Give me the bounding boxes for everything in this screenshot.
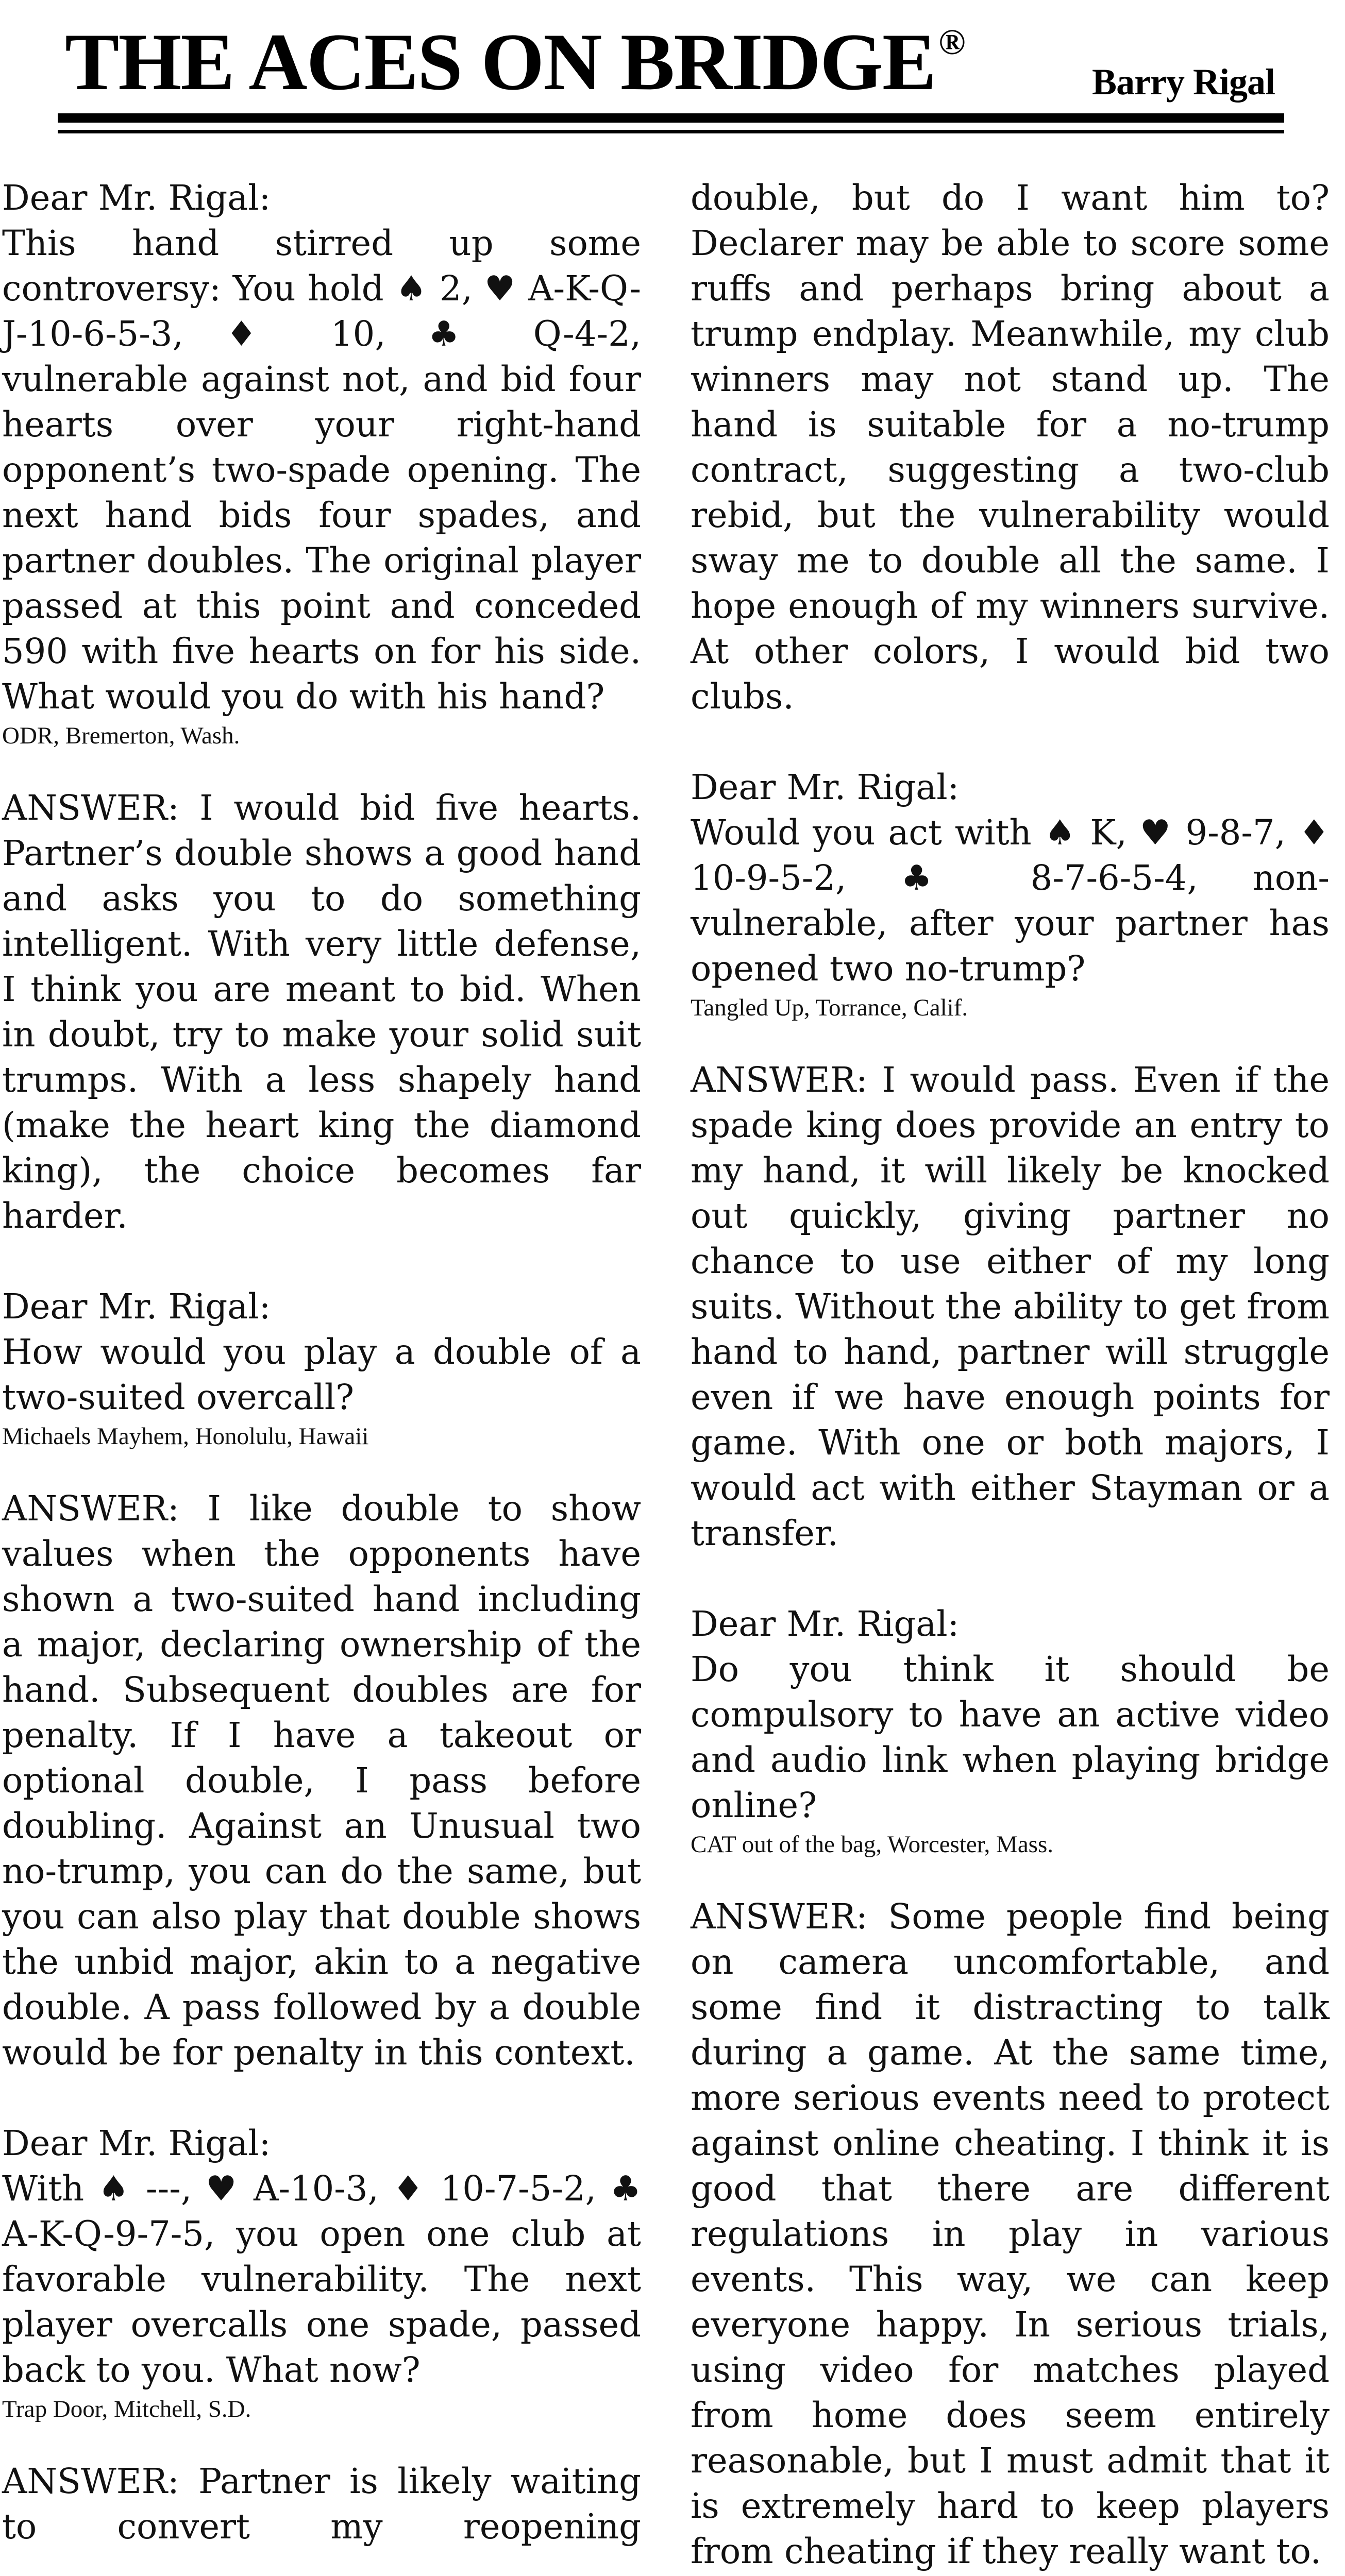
answer-text: ANSWER: I would bid five hearts. Partner’s double shows a good hand and asks you to do something intelligent. With very little defense, I think you are meant to bid. When in doubt, try to make your solid suit trumps. With a less shapely hand (make the heart king the diamond king), the choice becomes far harder. bbox=[2, 788, 641, 1236]
letter-body: With ♠ ---, ♥ A-10-3, ♦ 10-7-5-2, ♣ A-K-Q-9-7-5, you open one club at favorable vulnerability. The next player overcalls one spade, passed back to you. What now? bbox=[2, 2168, 641, 2390]
column-title-text: THE ACES ON BRIDGE bbox=[65, 17, 936, 107]
letter-body: How would you play a double of a two-suited overcall? bbox=[2, 1332, 641, 1417]
letter-body: Do you think it should be compulsory to have an active video and audio link when playing bridge online? bbox=[691, 1649, 1330, 1825]
answer-text: ANSWER: Some people find being on camera uncomfortable, and some find it distracting to talk during a game. At the same time, more serious events need to protect against online cheating. I think it is good that there are different regulations in play in various events. This way, we can keep everyone happy. In serious trials, using video for matches played from home does seem entirely reasonable, but I must admit that it is extremely hard to keep players from cheating if they really want to. bbox=[691, 1896, 1330, 2571]
author-byline: Barry Rigal bbox=[1092, 61, 1275, 103]
letter-greeting: Dear Mr. Rigal: bbox=[2, 2123, 271, 2163]
letter-signoff: ODR, Bremerton, Wash. bbox=[2, 722, 240, 749]
masthead-rule-thick bbox=[58, 113, 1284, 123]
letter-greeting: Dear Mr. Rigal: bbox=[691, 767, 960, 807]
masthead bbox=[58, 10, 1284, 134]
left-column bbox=[2, 175, 641, 2549]
answer-text: ANSWER: I like double to show values when the opponents have shown a two-suited hand including a major, declaring ownership of the hand. Subsequent doubles are for penalty. If I have a takeout or optional double, I pass before doubling. Against an Unusual two no-trump, you can do the same, but you can also play that double shows the unbid major, akin to a negative double. A pass followed by a double would be for penalty in this context. bbox=[2, 1488, 641, 2073]
letter-body: This hand stirred up some controversy: You hold ♠ 2, ♥ A-K-Q-J-10-6-5-3, ♦ 10, ♣ Q-4-2, vulnerable against not, and bid four hearts over your right-hand opponent’s two-spade opening. The next hand bids four spades, and partner doubles. The original player passed at this point and conceded 590 with five hearts on for his side. What would you do with his hand? bbox=[2, 223, 641, 717]
letter-signoff: Michaels Mayhem, Honolulu, Hawaii bbox=[2, 1423, 369, 1450]
right-column bbox=[691, 175, 1330, 2574]
column-title bbox=[65, 17, 965, 107]
letter-signoff: Tangled Up, Torrance, Calif. bbox=[691, 994, 968, 1021]
letter-greeting: Dear Mr. Rigal: bbox=[2, 1286, 271, 1327]
masthead-rule-thin bbox=[58, 130, 1284, 133]
letter-signoff: CAT out of the bag, Worcester, Mass. bbox=[691, 1831, 1054, 1858]
letter-body: Would you act with ♠ K, ♥ 9-8-7, ♦ 10-9-5-2, ♣ 8-7-6-5-4, non-vulnerable, after your partner has opened two no-trump? bbox=[691, 812, 1330, 989]
answer-text: ANSWER: I would pass. Even if the spade king does provide an entry to my hand, it will likely be knocked out quickly, giving partner no chance to use either of my long suits. Without the ability to get from hand to hand, partner will struggle even if we have enough points for game. With one or both majors, I would act with either Stayman or a transfer. bbox=[691, 1060, 1330, 1553]
registered-mark: ® bbox=[938, 23, 965, 62]
answer-text: ANSWER: Partner is likely waiting to convert my reopening bbox=[2, 2461, 641, 2547]
letter-greeting: Dear Mr. Rigal: bbox=[691, 1604, 960, 1644]
letter-signoff: Trap Door, Mitchell, S.D. bbox=[2, 2396, 251, 2422]
answer-text-continued: double, but do I want him to? Declarer may be able to score some ruffs and perhaps bring about a trump endplay. Meanwhile, my club winners may not stand up. The hand is suitable for a no-trump contract, suggesting a two-club rebid, but the vulnerability would sway me to double all the same. I hope enough of my winners survive. At other colors, I would bid two clubs. bbox=[691, 178, 1330, 717]
letter-greeting: Dear Mr. Rigal: bbox=[2, 178, 271, 218]
